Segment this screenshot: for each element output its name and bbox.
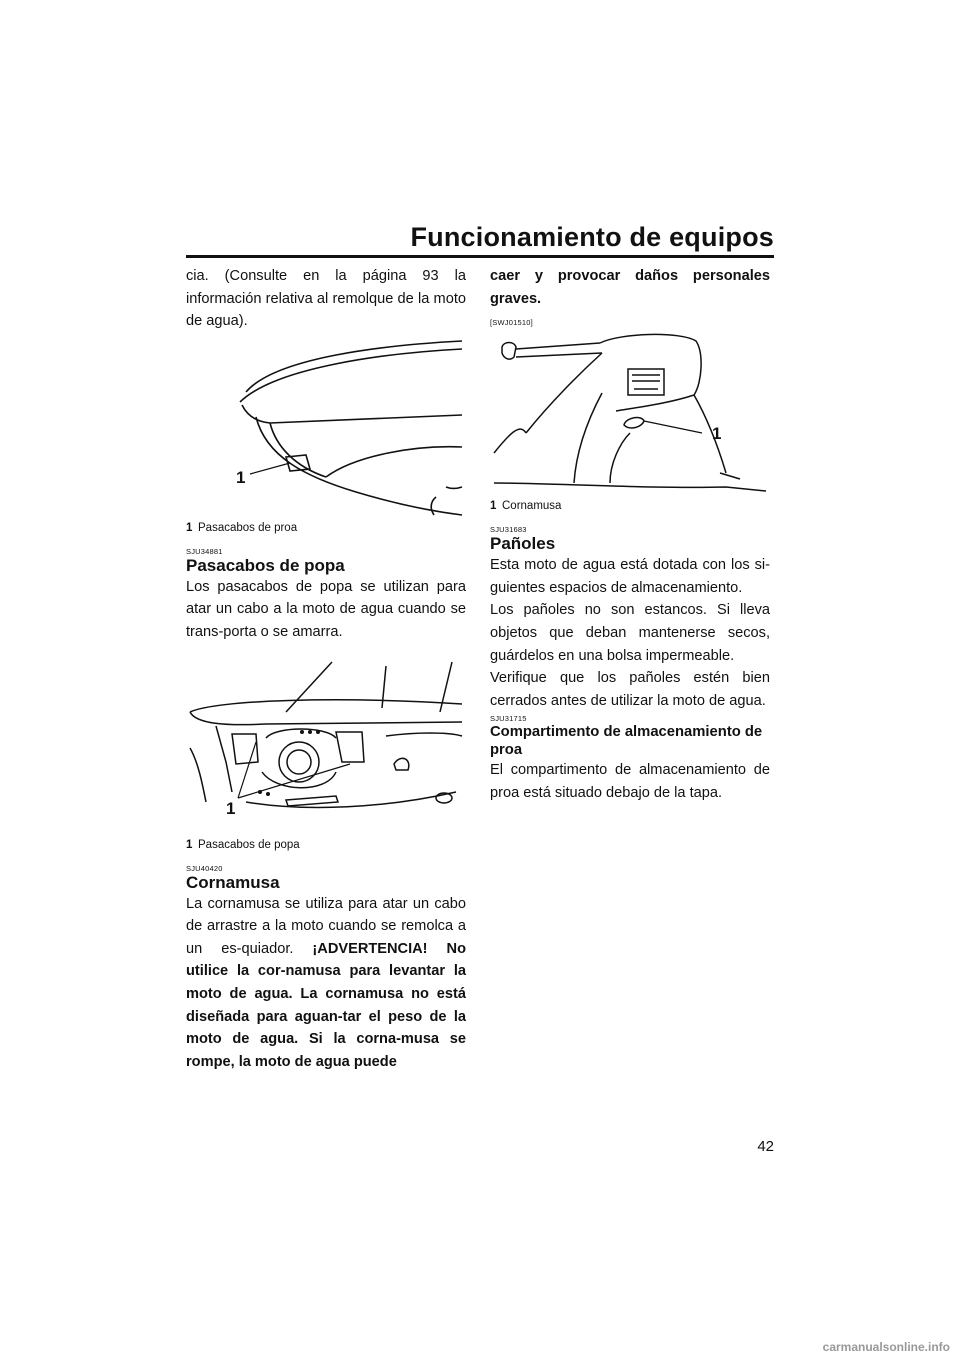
section-code: SJU31683 (490, 525, 527, 535)
section-body: Los pasacabos de popa se utilizan para atar un cabo a la moto de agua cuando se trans-porta o se amarra. (186, 578, 466, 640)
section-body (186, 893, 466, 1074)
storage-paragraph-3: Verifique que los pañoles estén bien cerrados antes de utilizar la moto de agua. (490, 670, 770, 709)
section-code: SJU31715 (490, 714, 527, 724)
page-number: 42 (757, 1138, 774, 1155)
section-title: Cornamusa (186, 872, 280, 892)
page-title: Funcionamiento de equipos (410, 222, 774, 252)
section-body: El compartimento de almacenamiento de proa está situado debajo de la tapa. (490, 762, 770, 801)
section-code: SJU40420 (186, 863, 223, 873)
intro-paragraph: cia. (Consulte en la página 93 la información relativa al remolque de la moto de agua). (186, 268, 466, 330)
section-code: SJU34881 (186, 546, 223, 556)
left-column (186, 265, 466, 1073)
fig1-callout: 1 (236, 467, 246, 487)
cleat-body-text: La cornamusa se utiliza para atar un cabo de arrastre a la moto cuando se remolca a un es-quiador. (186, 895, 466, 957)
fig2-caption-text: Pasacabos de popa (198, 838, 300, 851)
cleat-illustration (490, 333, 770, 497)
stern-eyes-illustration (186, 652, 466, 836)
figure-bow-eye (186, 337, 466, 535)
fig2-caption (186, 838, 466, 852)
fig1-caption-number: 1 (186, 521, 193, 534)
section-cleat (186, 864, 466, 1074)
watermark: carmanualsonline.info (822, 1340, 950, 1354)
section-bow-storage (490, 714, 770, 804)
fig3-caption-number: 1 (490, 500, 497, 513)
figure-cleat (490, 333, 770, 513)
fig1-caption (186, 521, 466, 535)
bow-eye-illustration (186, 337, 466, 519)
fig3-callout: 1 (712, 424, 722, 444)
section-title: Compartimento de almacenamiento de proa (490, 724, 763, 759)
storage-paragraph-1: Esta moto de agua está dotada con los si-guientes espacios de almacenamiento. (490, 557, 770, 596)
cleat-warning-text: ¡ADVERTENCIA! No utilice la cor-namusa para levantar la moto de agua. La cornamusa no está diseñada para aguan-tar el peso de la moto de agua. Si la corna-musa se rompe, la moto de agua puede (186, 940, 466, 1070)
section-title: Pasacabos de popa (186, 555, 345, 575)
warning-continuation: caer y provocar daños personales graves. (490, 268, 770, 307)
fig3-caption-text: Cornamusa (502, 500, 562, 513)
storage-paragraph-2: Los pañoles no son estancos. Si lleva objetos que deban mantenerse secos, guárdelos en una bolsa impermeable. (490, 602, 770, 664)
fig1-caption-text: Pasacabos de proa (198, 521, 298, 534)
fig2-callout: 1 (226, 798, 236, 818)
figure-stern-eyes (186, 652, 466, 852)
section-stern-eyes (186, 547, 466, 644)
fig3-caption (490, 499, 770, 513)
right-column (490, 265, 770, 805)
section-title: Pañoles (490, 534, 556, 554)
fig2-caption-number: 1 (186, 838, 193, 851)
title-rule (186, 255, 774, 258)
warning-code: [SWJ01510] (490, 318, 533, 328)
section-storage (490, 525, 770, 712)
